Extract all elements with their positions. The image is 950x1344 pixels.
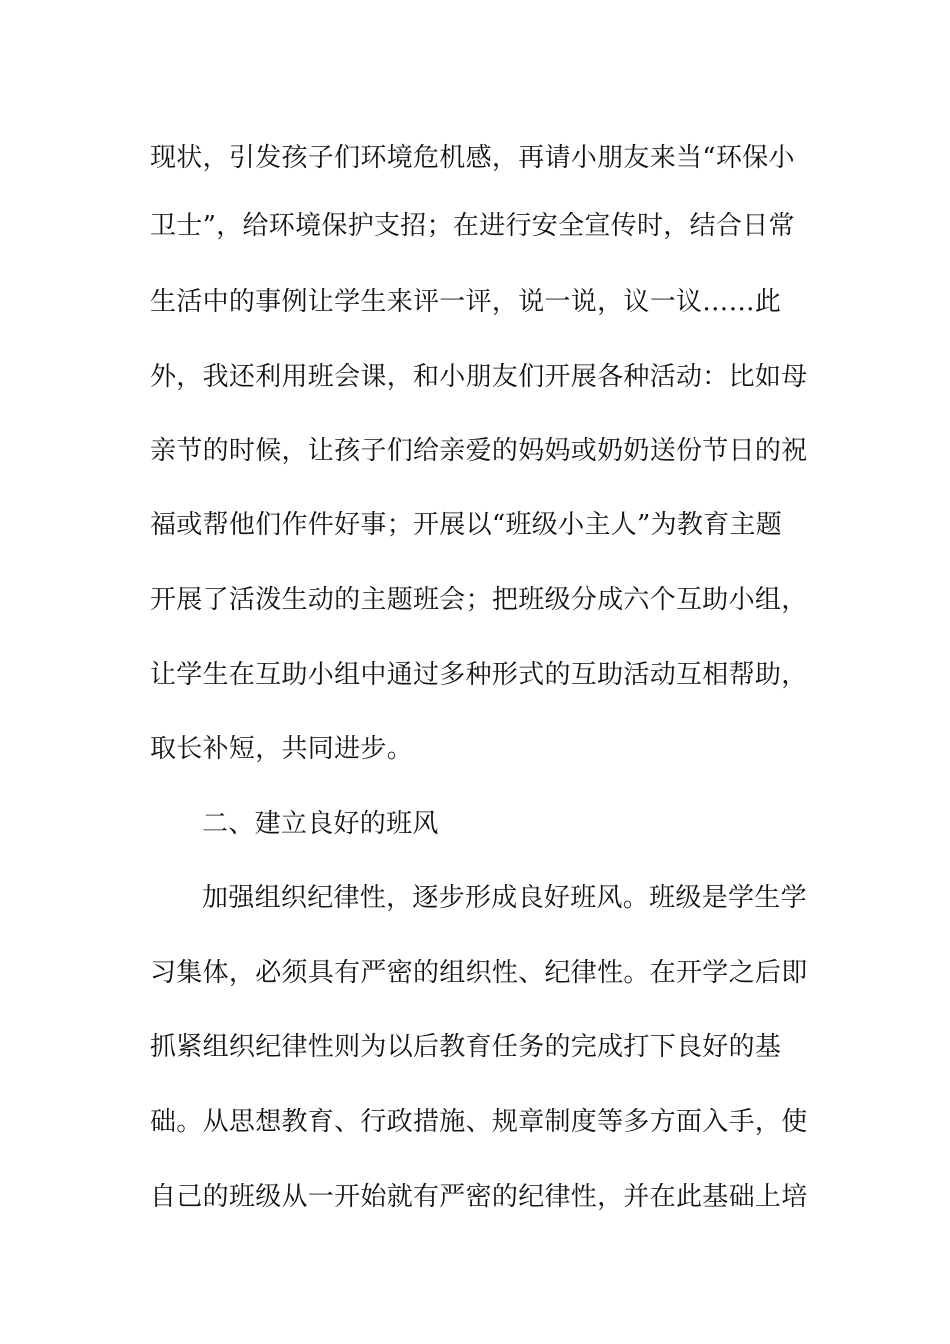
body-line: 取长补短，共同进步。 — [150, 734, 414, 764]
body-line: 开展了活泼生动的主题班会；把班级分成六个互助小组， — [150, 585, 808, 615]
section-heading: 二、建立良好的班风 — [202, 809, 439, 839]
body-line: 础。从思想教育、行政措施、规章制度等多方面入手，使 — [150, 1107, 808, 1137]
body-line: 自己的班级从一开始就有严密的纪律性，并在此基础上培 — [150, 1182, 808, 1212]
body-line: 习集体，必须具有严密的组织性、纪律性。在开学之后即 — [150, 958, 808, 988]
body-line: 让学生在互助小组中通过多种形式的互助活动互相帮助， — [150, 660, 808, 690]
paragraph-first-line: 加强组织纪律性，逐步形成良好班风。班级是学生学 — [202, 883, 807, 913]
body-line: 生活中的事例让学生来评一评，说一说，议一议……此 — [150, 287, 782, 317]
body-line: 亲节的时候，让孩子们给亲爱的妈妈或奶奶送份节日的祝 — [150, 436, 808, 466]
body-line: 卫士”，给环境保护支招；在进行安全宣传时，结合日常 — [150, 211, 795, 241]
body-line: 抓紧组织纪律性则为以后教育任务的完成打下良好的基 — [150, 1032, 782, 1062]
body-line: 外，我还利用班会课，和小朋友们开展各种活动：比如母 — [150, 362, 808, 392]
body-line: 现状，引发孩子们环境危机感，再请小朋友来当“环保小 — [150, 143, 795, 173]
body-line: 福或帮他们作件好事；开展以“班级小主人”为教育主题 — [150, 510, 783, 540]
